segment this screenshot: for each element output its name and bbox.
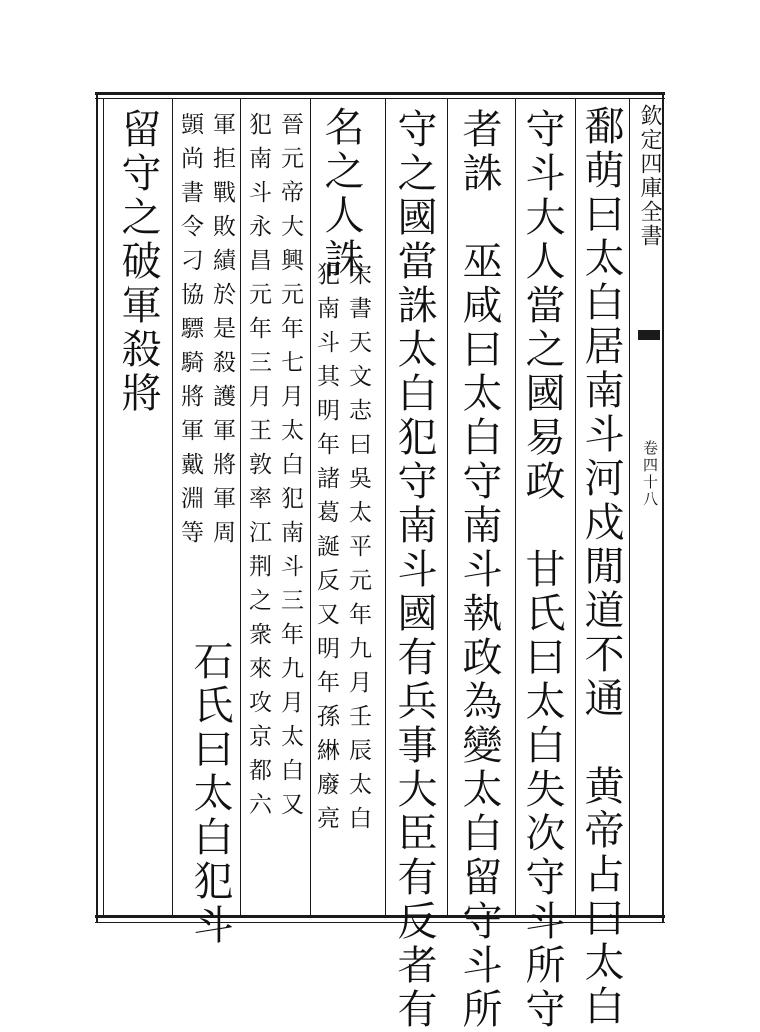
column-divider — [385, 98, 386, 916]
column-divider — [310, 98, 311, 916]
column-divider — [575, 98, 576, 916]
commentary-column-1: 宋書天文志曰吳太平元年九月壬辰太白 — [345, 262, 371, 840]
left-outer-border — [96, 92, 98, 922]
text-column-8-tail: 石氏曰太白犯斗 — [187, 640, 233, 948]
text-column-9: 留守之破軍殺將 — [115, 108, 161, 416]
commentary-column-2: 犯南斗其明年諸葛誕反又明年孫綝廢亮 — [313, 262, 339, 840]
column-divider — [172, 98, 173, 916]
column-divider — [240, 98, 241, 916]
folio-label: 卷四十八 — [641, 440, 659, 508]
commentary-column-5: 軍拒戰敗績於是殺護軍將軍周 — [209, 112, 235, 554]
left-inner-border — [103, 98, 104, 918]
right-outer-border — [662, 92, 664, 922]
text-column-2: 守斗大人當之國易政 甘氏曰太白失次守斗所守 — [519, 108, 565, 1032]
top-border — [95, 92, 665, 95]
side-title: 欽定四庫全書 — [637, 104, 662, 248]
column-divider — [629, 98, 630, 916]
text-column-5: 名之人誅 — [318, 106, 364, 282]
text-column-4: 守之國當誅太白犯守南斗國有兵事大臣有反者有 — [391, 108, 437, 1032]
column-divider — [515, 98, 516, 916]
text-column-1: 鄱萌曰太白居南斗河戍閒道不通 黄帝占曰太白 — [578, 105, 624, 1029]
fish-tail-mark — [638, 330, 660, 340]
commentary-column-4: 犯南斗永昌元年三月王敦率江荆之衆來攻京都六 — [245, 112, 271, 826]
commentary-column-6: 顗尚書令刁協驃騎將軍戴淵等 — [177, 112, 203, 554]
top-border-inner — [95, 98, 665, 99]
text-column-3: 者誅 巫咸曰太白守南斗執政為變太白留守斗所 — [456, 108, 502, 1032]
column-divider — [447, 98, 448, 916]
commentary-column-3: 晉元帝大興元年七月太白犯南斗三年九月太白又 — [277, 112, 303, 826]
